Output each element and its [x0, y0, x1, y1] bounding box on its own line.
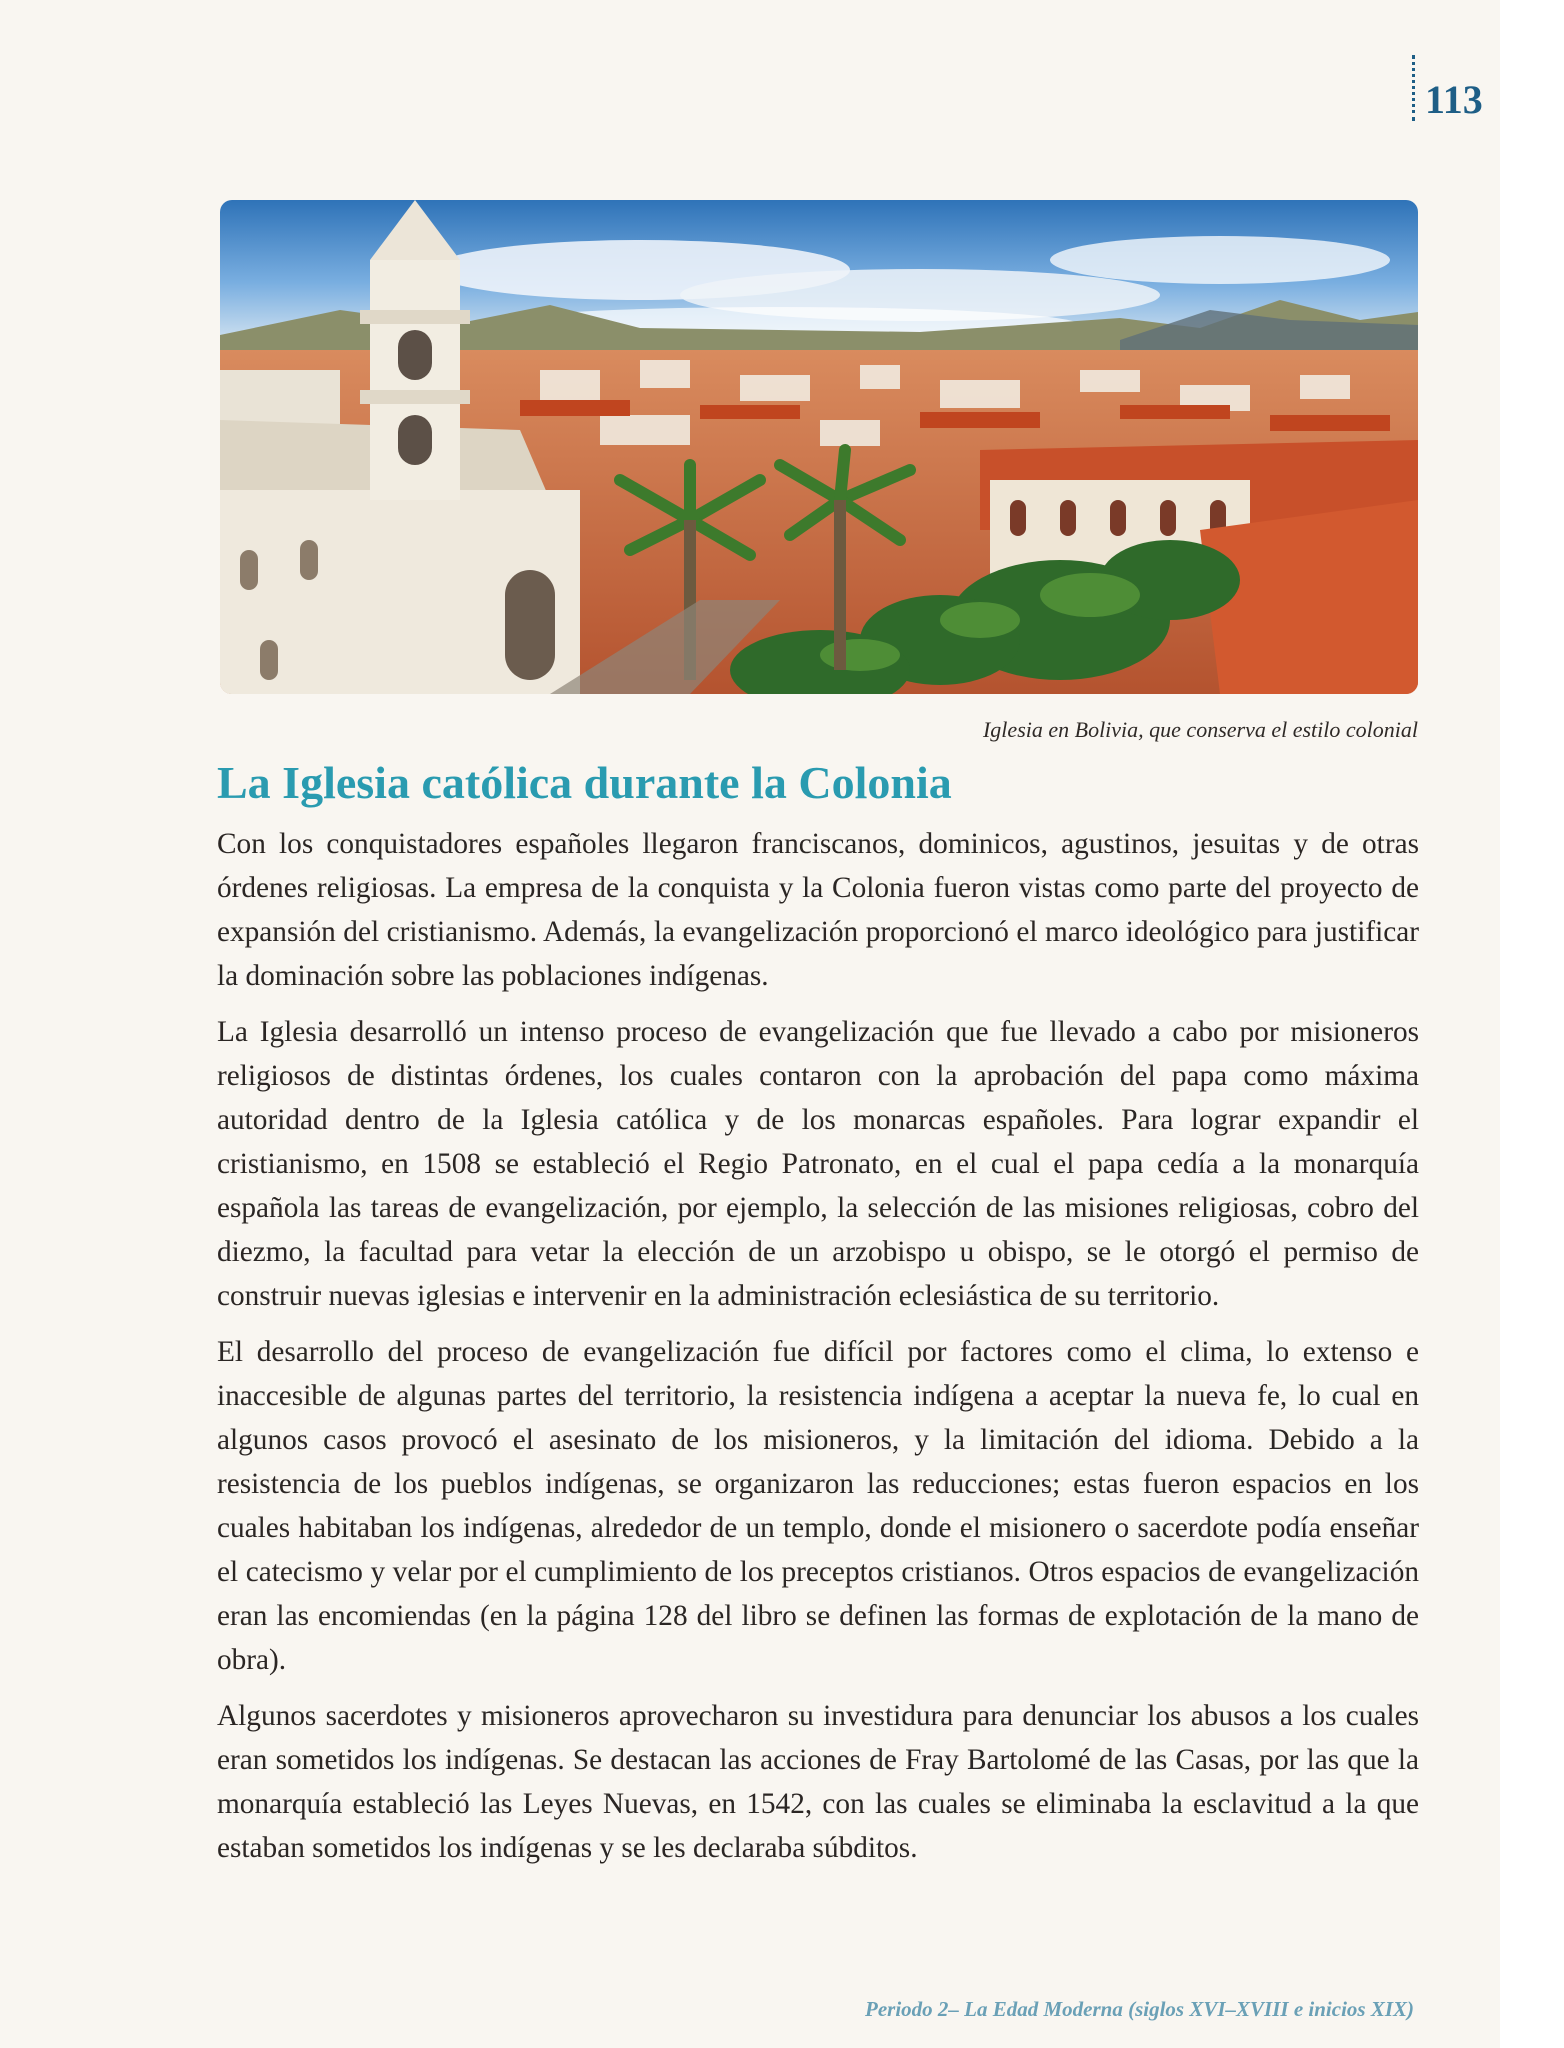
page-number: 113 — [1425, 77, 1483, 122]
paragraph-4: Algunos sacerdotes y misioneros aprovecharon su investidura para denunciar los abusos a los cuales eran sometidos los indígenas. Se destacan las acciones de Fray Bartolomé de las Casas, por las que la monarquía estableció las Leyes Nuevas, en 1542, con las cuales se eliminaba la esclavitud a la que estaban sometidos los indígenas y se les declaraba súbditos. — [217, 1700, 1419, 1864]
church-photo — [220, 200, 1418, 694]
article-body — [217, 822, 1419, 1882]
paragraph-1: Con los conquistadores españoles llegaron franciscanos, dominicos, agustinos, jesuitas y de otras órdenes religiosas. La empresa de la conquista y la Colonia fueron vistas como parte del proyecto de expansión del cristianismo. Además, la evangelización proporcionó el marco ideológico para justificar la dominación sobre las poblaciones indígenas. — [217, 828, 1419, 992]
section-title: La Iglesia católica durante la Colonia — [217, 757, 952, 808]
paragraph-2: La Iglesia desarrolló un intenso proceso de evangelización que fue llevado a cabo por misioneros religiosos de distintas órdenes, los cuales contaron con la aprobación del papa como máxima autoridad dentro de la Iglesia católica y de los monarcas españoles. Para lograr expandir el cristianismo, en 1508 se estableció el Regio Patronato, en el cual el papa cedía a la monarquía española las tareas de evangelización, por ejemplo, la selección de las misiones religiosas, cobro del diezmo, la facultad para vetar la elección de un arzobispo u obispo, se le otorgó el permiso de construir nuevas iglesias e intervenir en la administración eclesiástica de su territorio. — [217, 1016, 1419, 1312]
page-footer: Periodo 2– La Edad Moderna (siglos XVI–XVIII e inicios XIX) — [865, 1997, 1414, 2021]
paragraph-3: El desarrollo del proceso de evangelización fue difícil por factores como el clima, lo extenso e inaccesible de algunas partes del territorio, la resistencia indígena a aceptar la nueva fe, lo cual en algunos casos provocó el asesinato de los misioneros, y la limitación del idioma. Debido a la resistencia de los pueblos indígenas, se organizaron las reducciones; estas fueron espacios en los cuales habitaban los indígenas, alrededor de un templo, donde el misionero o sacerdote podía enseñar el catecismo y velar por el cumplimiento de los preceptos cristianos. Otros espacios de evangelización eran las encomiendas (en la página 128 del libro se definen las formas de explotación de la mano de obra). — [217, 1336, 1419, 1676]
page-number-divider — [1412, 55, 1415, 121]
photo-caption: Iglesia en Bolivia, que conserva el estilo colonial — [982, 717, 1418, 742]
